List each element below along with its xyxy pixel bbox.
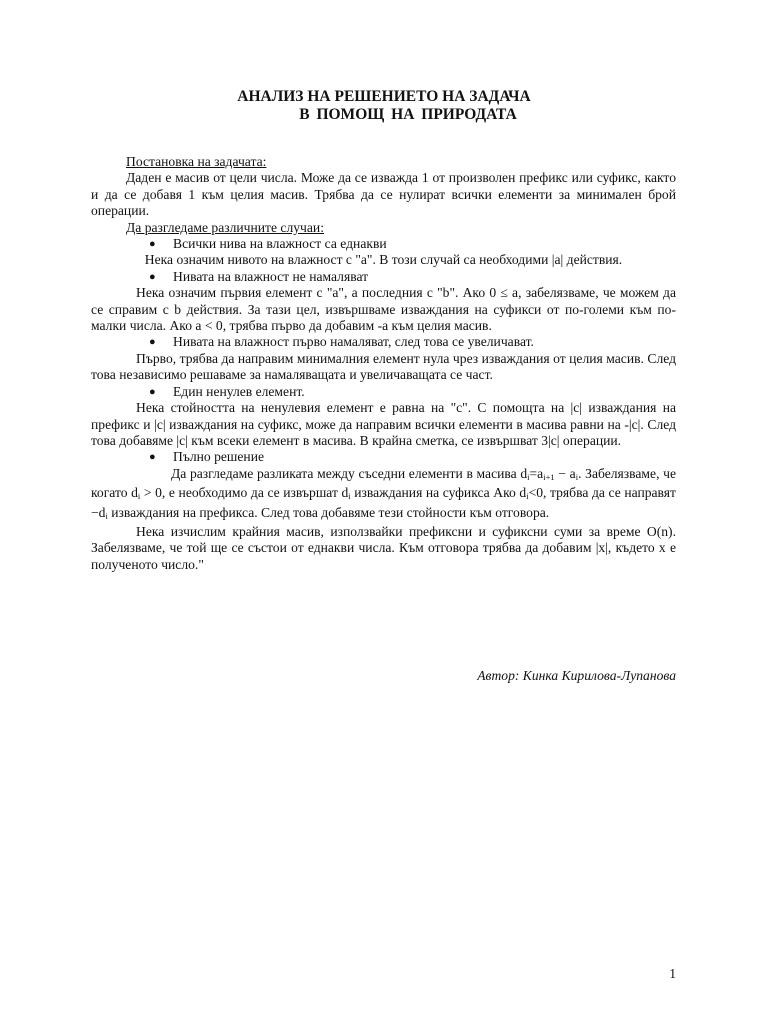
case-bullet-2 [91,269,676,285]
case-bullet-5 [91,449,676,465]
document-body [91,154,676,573]
section-heading-cases: Да разгледаме различните случаи: [126,219,324,235]
text-segment: <0, трябва да се направят −d [91,485,676,520]
case-bullet-4 [91,384,676,400]
case-text-1: Нека означим нивото на влажност с "a". В този случай са необходими |a| действия. [144,252,623,268]
case-title: Пълно решение [173,449,265,465]
text-segment: − a [554,465,576,481]
subscript: i [527,471,530,482]
case-title: Нивата на влажност първо намаляват, след това се увеличават. [173,334,534,350]
subscript: i [137,491,141,502]
subscript: i+1 [543,471,555,482]
text-segment: . Забелязваме, че когато d [91,465,677,501]
subscript: i [105,510,108,521]
bullet-icon: ● [149,336,156,349]
case-title: Един ненулев елемент. [173,383,305,399]
bullet-icon: ● [149,238,156,251]
section-heading-statement: Постановка на задачата: [126,154,267,169]
bullet-icon: ● [149,270,156,283]
case-text-4: Нека стойността на ненулевия елемент е равна на "c". С помощта на |c| изваждания на префикс и |c| изваждания на суфикс, може да направим всички елементи в масива равни на -|c|. След това добавяме |c| към всеки елемент в масива. В крайна сметка, се извършват 3|c| операции. [91,400,676,448]
text-segment: изваждания на префикса. След това добавяме тези стойности към отговора. [107,504,550,520]
problem-statement: Даден е масив от цели числа. Може да се изважда 1 от произволен префикс или суфикс, както и да се добавя 1 към целия масив. Трябва да се нулират всички елементи за минимален брой операции. [91,170,676,219]
bullet-icon: ● [149,451,156,464]
case-text-2: Нека означим първия елемент с "a", а последния с "b". Ако 0 ≤ a, забелязваме, че можем да се справим с b действия. За тази цел, извършваме изваждания на суфикси от по-големи към по-малки числа. Ако a < 0, трябва първо да добавим -a към целия масив. [91,285,676,334]
closing-paragraph: Нека изчислим крайния масив, използвайки префиксни и суфиксни суми за време O(n). Забелязваме, че той ще се състои от еднакви числа. Към отговора трябва да добавим |x|, където x е полученото число." [91,523,676,572]
text-segment: Да разгледаме разликата между съседни елементи в масива d [171,465,528,481]
page-number: 1 [669,966,676,981]
case-text-3: Първо, трябва да направим минималния елемент нула чрез изваждания от целия масив. След това независимо решаваме за намаляващата и увеличаващата се част. [91,350,676,383]
document-title-line1: АНАЛИЗ НА РЕШЕНИЕТО НА ЗАДАЧА [237,88,531,105]
case-title: Нивата на влажност не намаляват [173,268,369,284]
subscript: i [348,491,351,502]
text-segment: > 0, е необходимо да се извършат d [140,485,349,501]
text-segment: =a [529,465,544,481]
subscript: i [526,491,529,502]
case-title: Всички нива на влажност са еднакви [173,236,387,252]
case-bullet-3 [91,334,676,350]
bullet-icon: ● [149,385,156,398]
subscript: i [575,471,579,482]
text-segment: изваждания на суфикса Ако d [350,485,527,501]
case-bullet-1 [91,236,676,252]
case-text-5 [91,466,676,524]
document-title-line2: В ПОМОЩ НА ПРИРОДАТА [299,106,517,123]
author-signature: Автор: Кинка Кирилова-Лупанова [477,668,676,683]
